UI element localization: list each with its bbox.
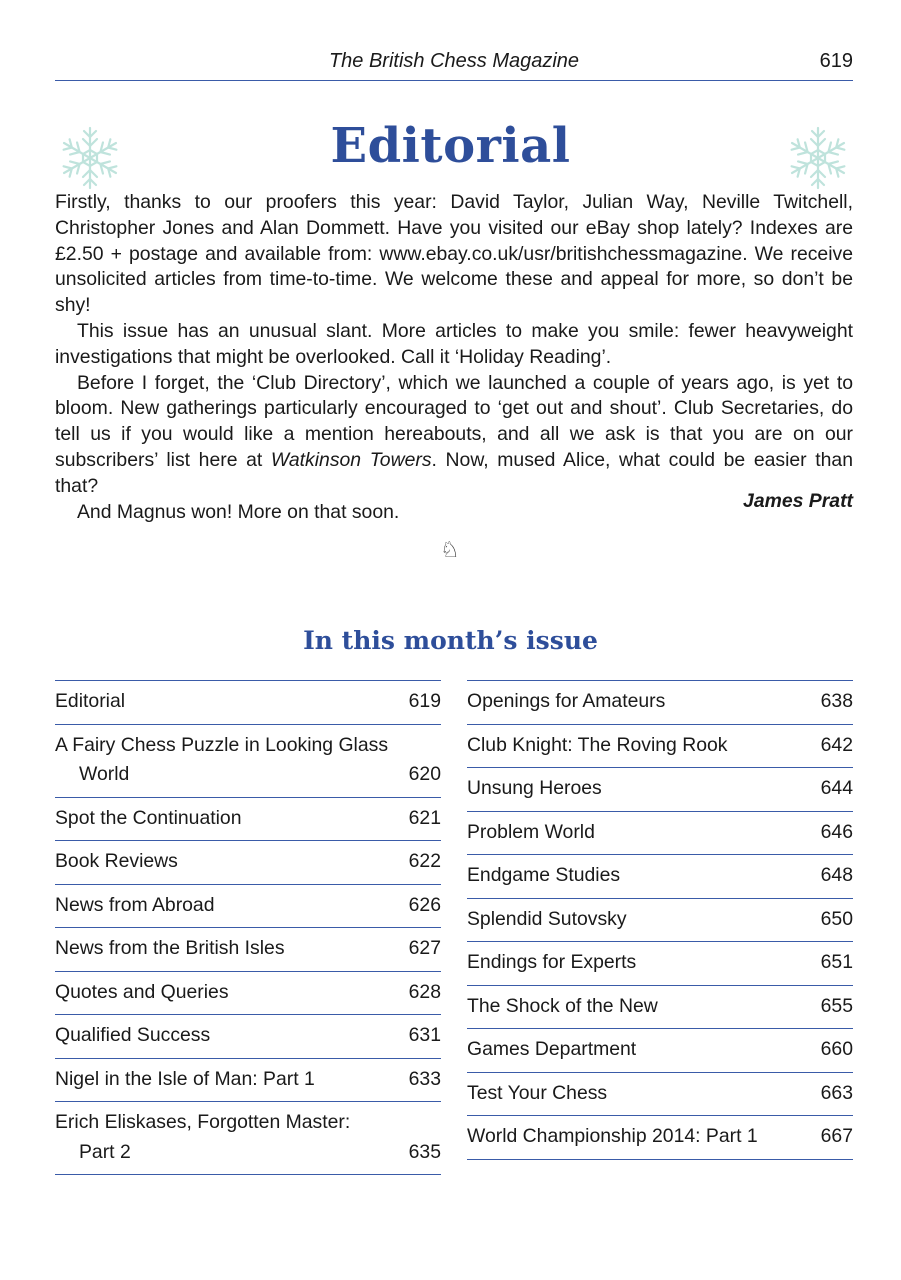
paragraph-text: . Now, mused Alice, what could be easier than that? — [55, 448, 853, 497]
contents-entry-title — [55, 804, 409, 834]
contents-entry — [467, 681, 853, 725]
editorial-paragraph — [55, 371, 853, 500]
contents-entry — [55, 841, 441, 885]
contents-entry-title — [55, 891, 409, 921]
contents-entry — [55, 798, 441, 842]
contents-entry — [467, 1029, 853, 1073]
contents-entry-title-text: Club Knight: The Roving Rook — [467, 733, 728, 756]
contents-entry-title — [467, 1035, 821, 1065]
contents-entry — [467, 725, 853, 769]
contents-entry-page: 622 — [408, 850, 441, 872]
italic-place-name: Watkinson Towers — [270, 448, 432, 471]
contents-entry — [55, 972, 441, 1016]
contents-entry-title — [55, 978, 409, 1008]
contents-entry-title-text: The Shock of the New — [467, 994, 658, 1017]
contents-entry — [55, 725, 441, 798]
contents-entry-title-text: Quotes and Queries — [55, 980, 229, 1003]
contents-entry-page: 667 — [820, 1125, 853, 1147]
contents-entry-title-text: Nigel in the Isle of Man: Part 1 — [55, 1067, 315, 1090]
contents-entry — [55, 681, 441, 725]
contents-entry-title-text: Test Your Chess — [467, 1081, 608, 1104]
contents-entry — [467, 812, 853, 856]
contents-entry-title-text: Spot the Continuation — [55, 806, 242, 829]
contents-entry-page: 642 — [820, 733, 853, 756]
contents-entry-page: 660 — [820, 1038, 853, 1060]
contents-entry — [467, 768, 853, 812]
contents-entry-title — [467, 905, 821, 935]
contents-column-right — [467, 680, 853, 1160]
editorial-paragraph: Firstly, thanks to our proofers this year: David Taylor, Julian Way, Neville Twitchell, Christopher Jones and Alan Dommett. Have you visited our eBay shop lately? Indexes are £2.50 + postage and available from: www.ebay.co.uk/usr/britishchessmagazine. We receive unsolicited articles from time-to-time. We welcome these and appeal for more, so don’t be shy! — [55, 191, 853, 317]
contents-entry-page: 644 — [820, 777, 853, 799]
editorial-paragraph: And Magnus won! More on that soon. — [77, 500, 400, 523]
contents-entry-page: 646 — [820, 820, 853, 843]
contents-entry-title — [467, 861, 821, 891]
contents-entry-title — [55, 1108, 409, 1167]
contents-entry-title-text: Editorial — [55, 690, 126, 712]
contents-entry-title-continuation: World — [79, 763, 130, 785]
contents-entry-title — [467, 948, 821, 978]
contents-entry-title-continuation: Part 2 — [79, 1140, 131, 1163]
contents-entry-title-text: World Championship 2014: Part 1 — [467, 1125, 758, 1147]
contents-entry-page: 648 — [820, 864, 853, 886]
author-signature: James Pratt — [743, 490, 853, 512]
editorial-paragraph: This issue has an unusual slant. More articles to make you smile: fewer heavyweight investigations that might be overlooked. Call it ‘Holiday Reading’. — [55, 319, 853, 368]
contents-entry-page: 621 — [408, 806, 441, 829]
contents-entry-page: 627 — [408, 937, 441, 959]
editorial-title: Editorial — [330, 118, 571, 174]
contents-entry-title-text: A Fairy Chess Puzzle in Looking Glass — [55, 733, 389, 756]
contents-entry-title-text: News from the British Isles — [55, 937, 285, 959]
editorial-body — [55, 190, 853, 525]
contents-entry-title — [55, 731, 409, 790]
contents-entry — [467, 942, 853, 986]
contents-entry-title — [55, 934, 409, 964]
contents-entry — [467, 1073, 853, 1117]
contents-entry-title-text: Qualified Success — [55, 1024, 211, 1046]
contents-entry-title-text: News from Abroad — [55, 893, 215, 916]
contents-entry-page: 638 — [820, 690, 853, 712]
contents-entry — [55, 1015, 441, 1059]
contents-entry-page: 620 — [408, 763, 441, 785]
magazine-title: The British Chess Magazine — [328, 50, 580, 72]
contents-entry-page: 635 — [408, 1140, 441, 1163]
contents-entry-title-text: Endgame Studies — [467, 864, 621, 886]
contents-entry-title-text: Games Department — [467, 1038, 637, 1060]
contents-entry-page: 626 — [408, 893, 441, 916]
contents-entry-title-text: Book Reviews — [55, 850, 178, 872]
contents-entry-title-text: Problem World — [467, 820, 595, 843]
contents-entry-title-text: Openings for Amateurs — [467, 690, 666, 712]
contents-entry — [55, 928, 441, 972]
contents-entry — [467, 1116, 853, 1160]
running-header — [55, 48, 853, 81]
contents-entry-title-text: Splendid Sutovsky — [467, 907, 627, 930]
contents-entry — [467, 855, 853, 899]
contents-entry-page: 628 — [408, 980, 441, 1003]
paragraph-text: Before I forget, the ‘Club Directory’, which we launched a couple of years ago, is yet to bloom. New gatherings particularly encouraged to ‘get out and shout’. Club Secretaries, do tell us if you would like a mention hereabouts, and all we ask is that you are on our subscribers’ list here at — [55, 371, 853, 471]
contents-entry-page: 663 — [820, 1081, 853, 1104]
contents-entry-page: 633 — [408, 1067, 441, 1090]
contents-entry-title — [467, 731, 821, 761]
contents-entry-title — [467, 1122, 821, 1152]
contents-entry-page: 651 — [820, 951, 853, 973]
contents-entry-page: 619 — [408, 690, 441, 712]
contents-entry-title — [55, 687, 409, 717]
contents-entry-title — [467, 992, 821, 1022]
contents-entry — [55, 885, 441, 929]
contents-heading: In this month’s issue — [303, 626, 598, 655]
contents-entry-title — [467, 1079, 821, 1109]
contents-entry-page: 655 — [820, 994, 853, 1017]
contents-entry — [55, 1102, 441, 1175]
contents-entry — [55, 1059, 441, 1103]
contents-entry-title — [467, 774, 821, 804]
contents-entry — [467, 899, 853, 943]
contents-entry-title — [55, 1021, 409, 1051]
contents-entry-title-text: Erich Eliskases, Forgotten Master: — [55, 1111, 351, 1133]
contents-entry-title — [55, 1065, 409, 1095]
contents-entry-title — [467, 687, 821, 717]
contents-entry-title — [55, 847, 409, 877]
contents-entry-title-text: Endings for Experts — [467, 951, 637, 973]
contents-entry — [467, 986, 853, 1030]
contents-entry-page: 631 — [408, 1024, 441, 1046]
contents-entry-page: 650 — [820, 907, 853, 930]
contents-entry-title-text: Unsung Heroes — [467, 777, 602, 799]
knight-icon: ♘ — [440, 538, 460, 563]
contents-entry-title — [467, 818, 821, 848]
contents-column-left — [55, 680, 441, 1175]
page-number: 619 — [819, 50, 853, 72]
